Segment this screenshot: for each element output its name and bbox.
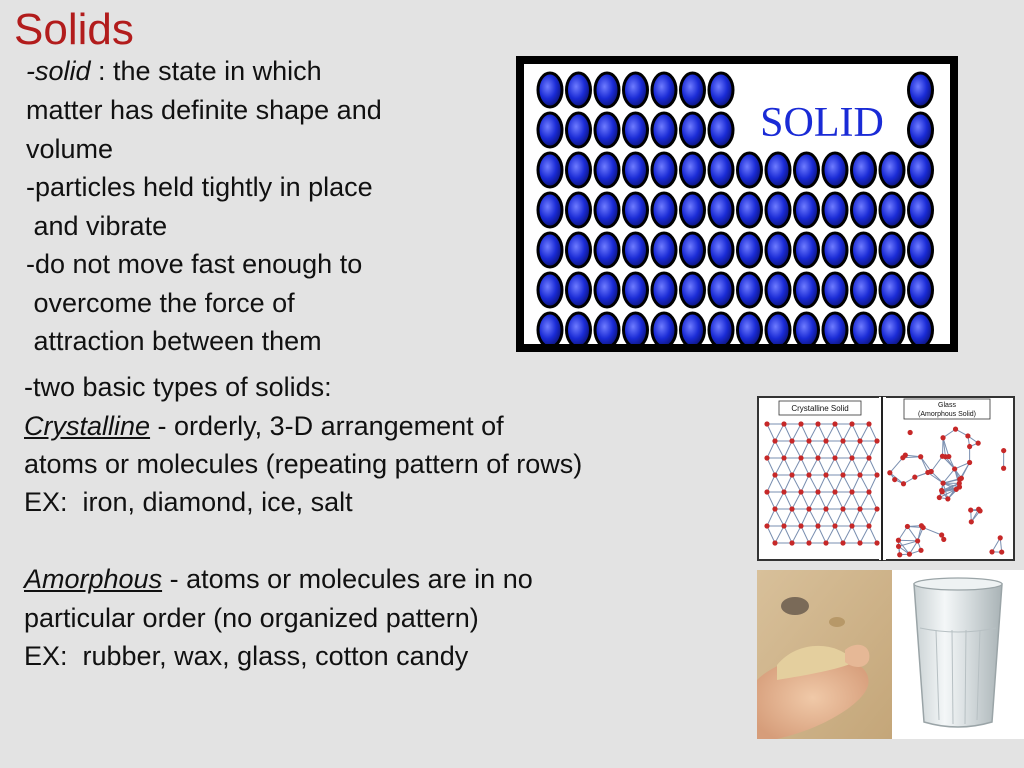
solid-particle <box>909 273 933 307</box>
network-atom <box>941 537 946 542</box>
text-line <box>24 413 504 440</box>
lattice-atom <box>857 540 862 545</box>
network-atom <box>918 454 923 459</box>
drinking-glass-illustration <box>892 570 1024 739</box>
text-line: volume <box>26 134 114 164</box>
solid-particle <box>738 193 762 227</box>
solid-particle <box>852 313 876 344</box>
network-atom <box>968 507 973 512</box>
solid-particle <box>681 153 705 187</box>
solid-particle <box>624 153 648 187</box>
solid-particle <box>766 153 790 187</box>
solid-particle <box>567 233 591 267</box>
lattice-atom <box>832 421 837 426</box>
lattice-atom <box>764 455 769 460</box>
network-bond <box>898 540 917 541</box>
text-line: attraction between them <box>26 326 322 356</box>
solid-particle <box>624 113 648 147</box>
solid-particle <box>709 233 733 267</box>
solid-particle <box>909 73 933 107</box>
lattice-atom <box>849 523 854 528</box>
solid-particle <box>766 233 790 267</box>
solid-particle <box>624 193 648 227</box>
lattice-atom <box>832 489 837 494</box>
solid-particle <box>909 313 933 344</box>
network-atom <box>892 477 897 482</box>
network-atom <box>939 488 944 493</box>
text-line: EX: iron, diamond, ice, salt <box>24 487 353 517</box>
solid-particle <box>880 273 904 307</box>
lattice-atom <box>874 506 879 511</box>
lattice-atom <box>823 438 828 443</box>
solid-particle <box>652 73 676 107</box>
lattice-atom <box>815 489 820 494</box>
solid-particle <box>624 233 648 267</box>
network-atom <box>918 548 923 553</box>
solid-particle <box>538 193 562 227</box>
solid-particle <box>766 313 790 344</box>
network-atom <box>912 475 917 480</box>
network-atom <box>1001 466 1006 471</box>
solid-particle <box>795 273 819 307</box>
lattice-atom <box>857 438 862 443</box>
solid-particle <box>595 73 619 107</box>
network-atom <box>957 484 962 489</box>
network-atom <box>919 523 924 528</box>
lattice-atom <box>772 540 777 545</box>
solid-particle <box>652 113 676 147</box>
solid-particles-svg <box>524 64 950 344</box>
solid-particle <box>624 73 648 107</box>
network-atom <box>905 524 910 529</box>
solid-particle <box>567 273 591 307</box>
lattice-atom <box>781 421 786 426</box>
network-atom <box>965 433 970 438</box>
lattice-atom <box>823 540 828 545</box>
solid-particle-diagram <box>516 56 958 352</box>
lattice-atom <box>874 472 879 477</box>
lattice-atom <box>772 438 777 443</box>
solid-particle <box>823 153 847 187</box>
lattice-atom <box>840 506 845 511</box>
solid-particle <box>709 73 733 107</box>
solid-particle <box>624 313 648 344</box>
solid-particle <box>567 113 591 147</box>
lattice-atom <box>772 472 777 477</box>
network-atom <box>999 549 1004 554</box>
network-atom <box>998 535 1003 540</box>
lattice-atom <box>806 540 811 545</box>
lattice-atom <box>798 455 803 460</box>
structure-svg <box>757 396 1015 561</box>
solid-particle <box>567 313 591 344</box>
lattice-atom <box>798 421 803 426</box>
network-atom <box>925 470 930 475</box>
network-atom <box>897 552 902 557</box>
solid-particle <box>795 233 819 267</box>
solid-particle <box>909 233 933 267</box>
text-line: -two basic types of solids: <box>24 372 332 402</box>
solid-particle <box>595 233 619 267</box>
lattice-atom <box>840 472 845 477</box>
amorphous-solid-label: (Amorphous Solid) <box>918 411 976 418</box>
network-atom <box>959 476 964 481</box>
solid-particle <box>538 153 562 187</box>
network-atom <box>908 430 913 435</box>
lattice-atom <box>772 506 777 511</box>
solid-label: SOLID <box>760 100 884 146</box>
solid-particle <box>766 193 790 227</box>
lattice-atom <box>849 421 854 426</box>
solid-term: -solid <box>26 56 91 86</box>
text-span: - orderly, 3-D arrangement of <box>150 411 504 441</box>
solid-particle <box>652 233 676 267</box>
network-atom <box>943 454 948 459</box>
sand-hand-illustration <box>757 570 892 739</box>
text-span: - atoms or molecules are in no <box>162 564 533 594</box>
lattice-atom <box>874 438 879 443</box>
solid-particle <box>538 313 562 344</box>
network-atom <box>976 441 981 446</box>
text-line <box>26 58 322 85</box>
solid-particle <box>652 153 676 187</box>
solid-particle <box>909 153 933 187</box>
solid-particle <box>852 193 876 227</box>
glass-label: Glass <box>938 402 956 409</box>
network-atom <box>903 453 908 458</box>
solid-particle <box>795 313 819 344</box>
network-atom <box>937 495 942 500</box>
solid-particle <box>880 193 904 227</box>
lattice-atom <box>849 455 854 460</box>
lattice-atom <box>823 506 828 511</box>
solid-particle <box>652 313 676 344</box>
solid-particle <box>538 113 562 147</box>
lattice-atom <box>866 523 871 528</box>
lattice-atom <box>815 523 820 528</box>
solid-particle <box>795 153 819 187</box>
text-line: -particles held tightly in place <box>26 172 373 202</box>
lattice-atom <box>866 455 871 460</box>
solid-particle <box>795 193 819 227</box>
glass-photo <box>892 570 1024 739</box>
solid-particle <box>681 313 705 344</box>
solid-particle <box>681 273 705 307</box>
lattice-atom <box>764 489 769 494</box>
solid-particle <box>738 273 762 307</box>
solid-particle <box>567 73 591 107</box>
solid-particle <box>681 193 705 227</box>
solid-particle <box>709 193 733 227</box>
slide-title: Solids <box>14 5 134 54</box>
network-atom <box>953 427 958 432</box>
solid-particle <box>823 313 847 344</box>
lattice-atom <box>781 523 786 528</box>
solid-particle <box>880 233 904 267</box>
solid-diagram-canvas <box>524 64 950 344</box>
network-atom <box>976 507 981 512</box>
solid-particle <box>823 233 847 267</box>
text-line: overcome the force of <box>26 288 295 318</box>
solid-particle <box>681 73 705 107</box>
crystalline-term: Crystalline <box>24 411 151 441</box>
lattice-atom <box>798 523 803 528</box>
solid-particle <box>709 313 733 344</box>
solid-particle <box>624 273 648 307</box>
lattice-atom <box>781 489 786 494</box>
lattice-atom <box>764 523 769 528</box>
network-atom <box>952 466 957 471</box>
network-atom <box>940 435 945 440</box>
lattice-atom <box>806 472 811 477</box>
solid-particle <box>909 193 933 227</box>
lattice-atom <box>840 438 845 443</box>
network-atom <box>969 519 974 524</box>
crystalline-solid-label: Crystalline Solid <box>791 404 849 413</box>
lattice-atom <box>866 421 871 426</box>
solid-particle <box>709 153 733 187</box>
solid-particle <box>595 193 619 227</box>
lattice-atom <box>815 455 820 460</box>
network-atom <box>896 544 901 549</box>
text-line <box>24 566 533 593</box>
network-atom <box>887 470 892 475</box>
solid-particle <box>738 313 762 344</box>
solid-particle <box>880 313 904 344</box>
sand-photo <box>757 570 892 739</box>
network-atom <box>915 538 920 543</box>
network-atom <box>907 552 912 557</box>
crystalline-amorphous-diagram <box>757 396 1015 561</box>
lattice-atom <box>840 540 845 545</box>
network-atom <box>967 444 972 449</box>
network-atom <box>945 496 950 501</box>
lattice-atom <box>866 489 871 494</box>
network-atom <box>940 481 945 486</box>
text-line: and vibrate <box>26 211 168 241</box>
network-atom <box>901 481 906 486</box>
solid-particle <box>595 273 619 307</box>
network-atom <box>896 538 901 543</box>
lattice-atom <box>874 540 879 545</box>
lattice-atom <box>781 455 786 460</box>
solid-particle <box>766 273 790 307</box>
solid-particle <box>709 113 733 147</box>
lattice-atom <box>806 438 811 443</box>
text-line: -do not move fast enough to <box>26 249 363 279</box>
solid-particle <box>823 273 847 307</box>
solid-particle <box>538 273 562 307</box>
solid-particle <box>567 193 591 227</box>
solid-particle <box>538 73 562 107</box>
lattice-atom <box>832 455 837 460</box>
solid-particle <box>538 233 562 267</box>
amorphous-term: Amorphous <box>24 564 163 594</box>
text-line: atoms or molecules (repeating pattern of rows) <box>24 449 583 479</box>
solid-particle <box>852 273 876 307</box>
solid-particle <box>595 313 619 344</box>
solid-particle <box>652 273 676 307</box>
lattice-atom <box>789 472 794 477</box>
network-atom <box>1001 448 1006 453</box>
lattice-atom <box>823 472 828 477</box>
solid-particle <box>852 153 876 187</box>
lattice-atom <box>764 421 769 426</box>
text-span: : the state in which <box>90 56 322 86</box>
solid-particle <box>738 233 762 267</box>
solid-particle <box>823 193 847 227</box>
lattice-atom <box>789 506 794 511</box>
text-line: particular order (no organized pattern) <box>24 603 479 633</box>
lattice-atom <box>832 523 837 528</box>
lattice-atom <box>849 489 854 494</box>
text-line: matter has definite shape and <box>26 95 382 125</box>
solid-particle <box>880 153 904 187</box>
lattice-atom <box>857 506 862 511</box>
lattice-atom <box>857 472 862 477</box>
network-atom <box>989 549 994 554</box>
solid-particle <box>909 113 933 147</box>
solid-particle <box>595 113 619 147</box>
lattice-atom <box>806 506 811 511</box>
solid-particle <box>709 273 733 307</box>
solid-particle <box>567 153 591 187</box>
text-line: EX: rubber, wax, glass, cotton candy <box>24 641 469 671</box>
solid-particle <box>595 153 619 187</box>
lattice-atom <box>789 540 794 545</box>
solid-particle <box>652 193 676 227</box>
network-atom <box>967 460 972 465</box>
lattice-atom <box>798 489 803 494</box>
solid-particle <box>681 233 705 267</box>
solid-particle <box>738 153 762 187</box>
lattice-atom <box>789 438 794 443</box>
solid-particle <box>681 113 705 147</box>
solid-particle <box>852 233 876 267</box>
lattice-atom <box>815 421 820 426</box>
